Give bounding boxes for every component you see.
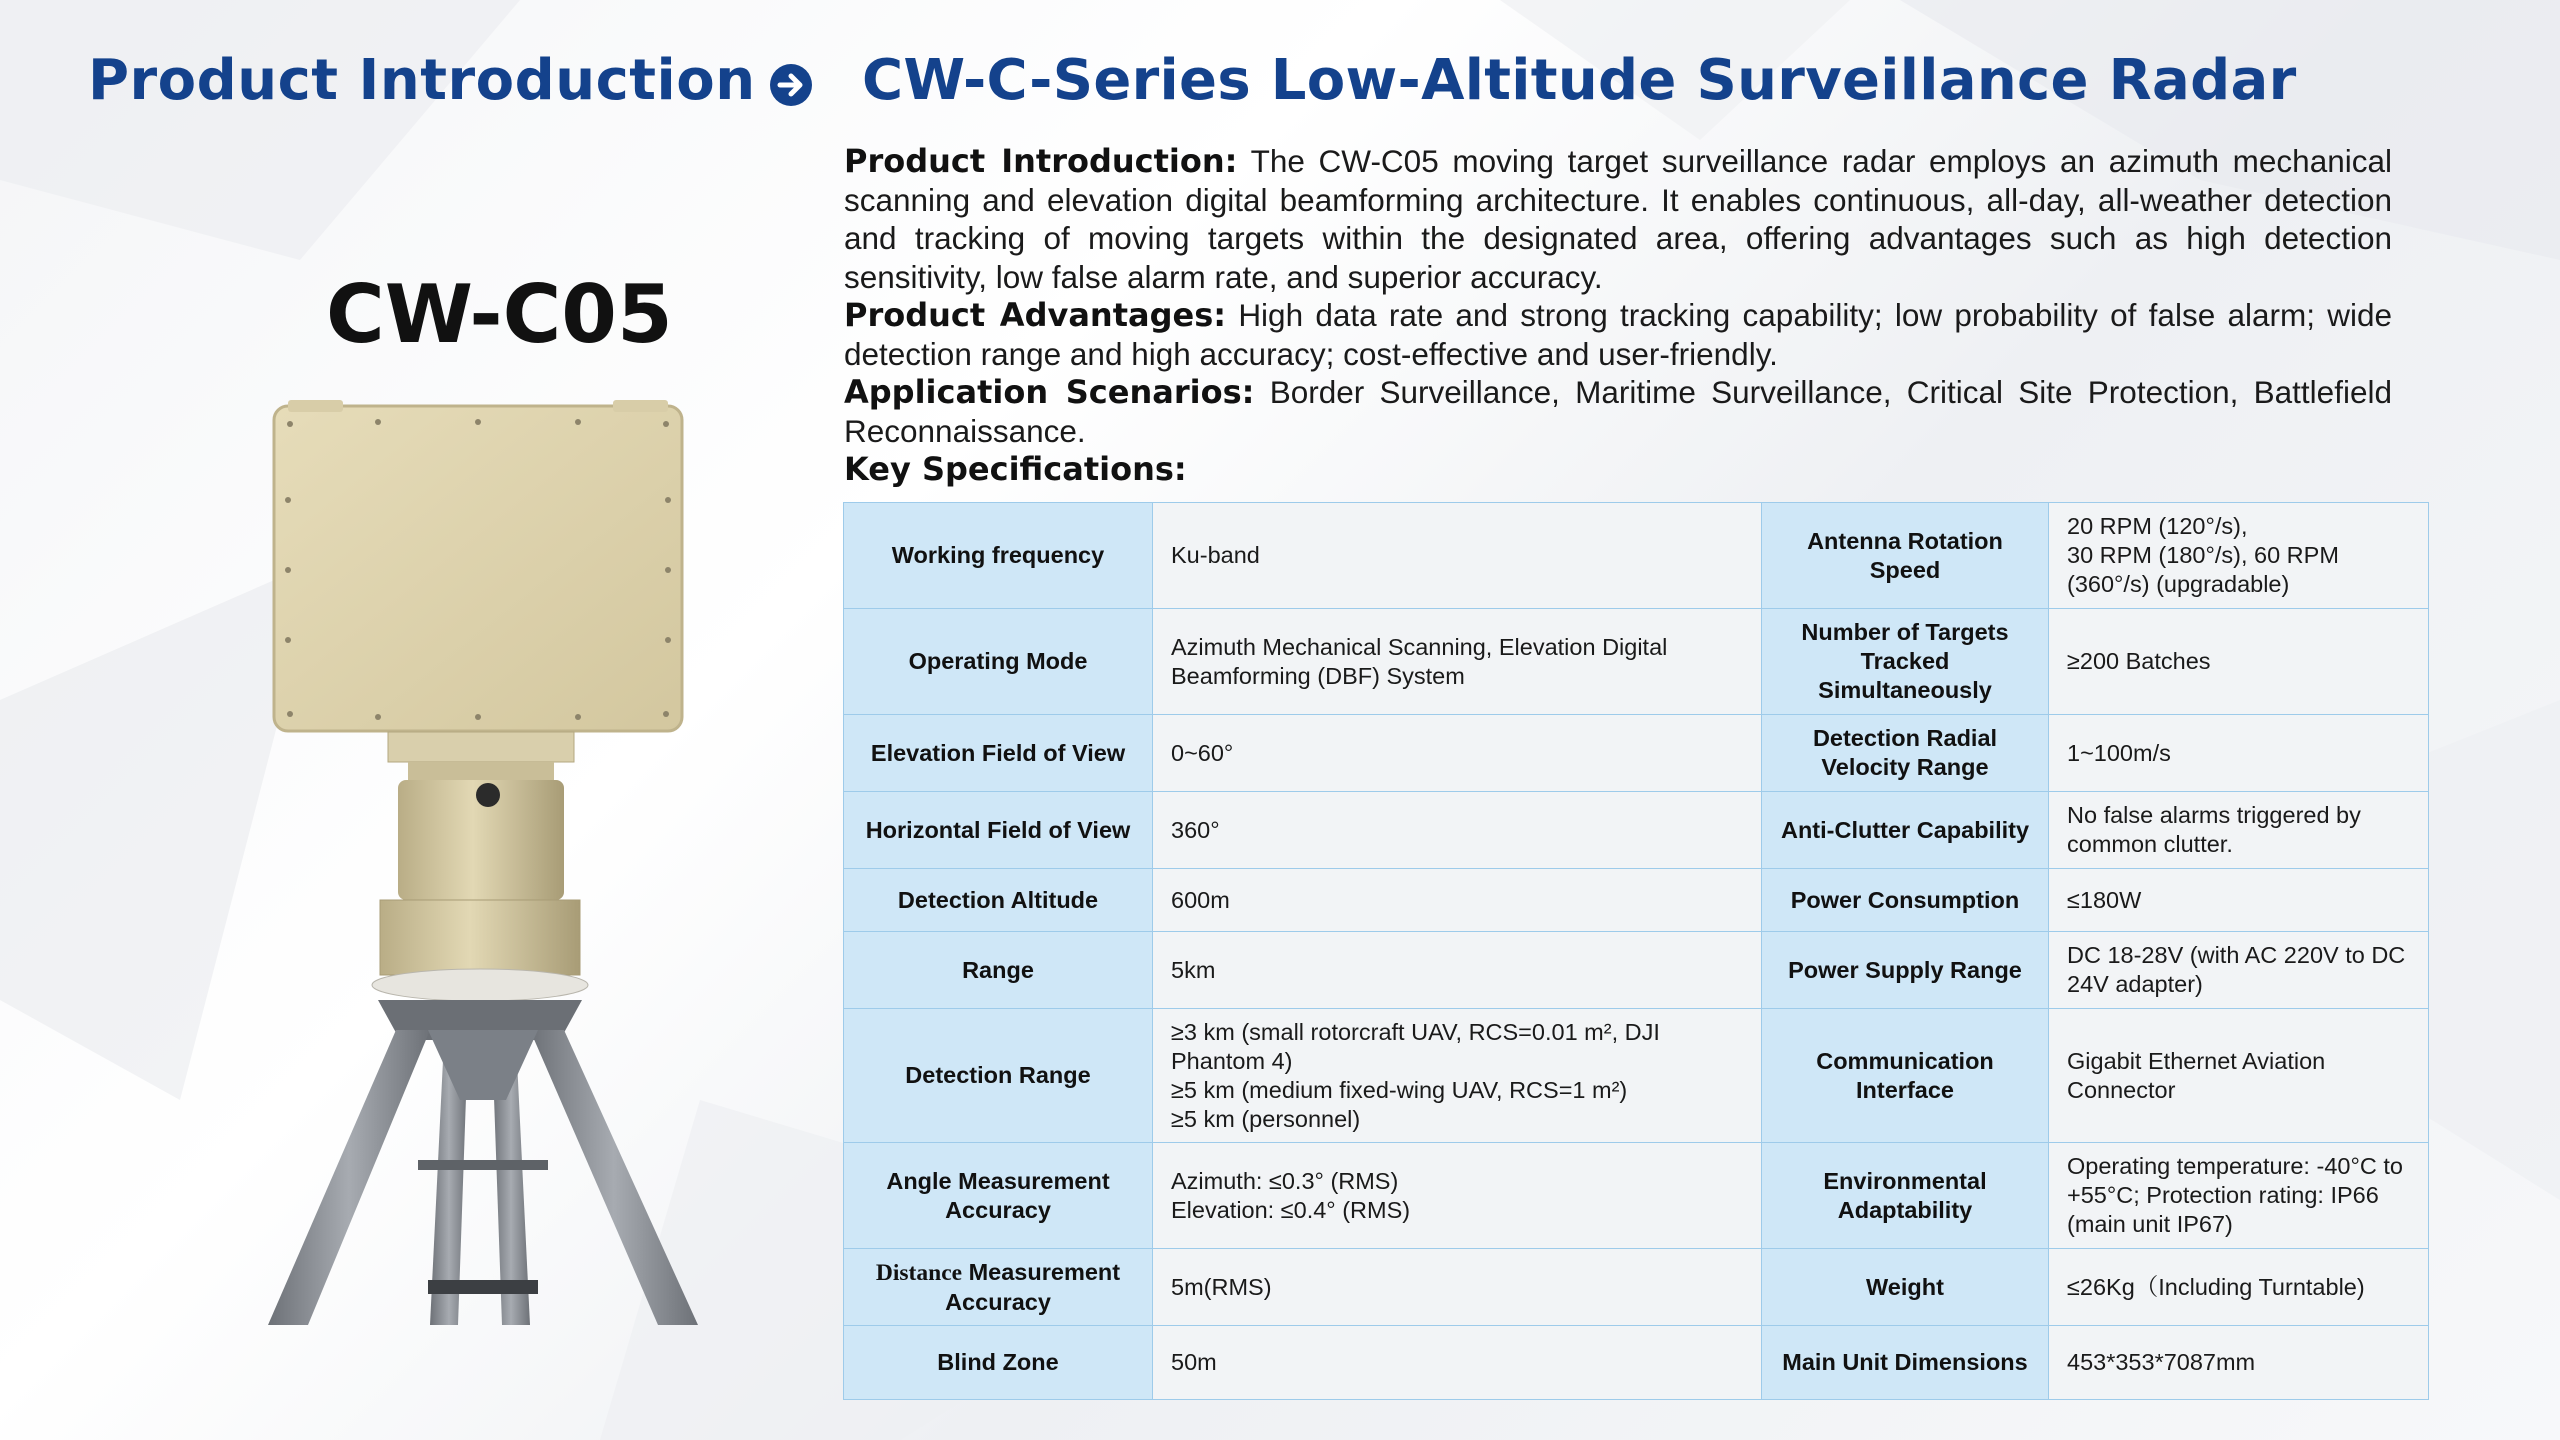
- spec-value: 1~100m/s: [2049, 715, 2429, 792]
- spec-key: Range: [844, 932, 1153, 1009]
- spec-key: Power Consumption: [1762, 869, 2049, 932]
- radar-product-image: [268, 400, 698, 1325]
- spec-key-distance: Distance: [875, 1259, 963, 1286]
- arrow-circle-right-icon: [768, 62, 814, 108]
- introduction-label: Product Introduction:: [844, 142, 1238, 180]
- spec-value: 20 RPM (120°/s), 30 RPM (180°/s), 60 RPM (360°/s) (upgradable): [2049, 503, 2429, 609]
- spec-key: Operating Mode: [844, 609, 1153, 715]
- spec-value: ≥3 km (small rotorcraft UAV, RCS=0.01 m², DJI Phantom 4) ≥5 km (medium fixed-wing UAV, RCS=1 m²) ≥5 km (personnel): [1153, 1009, 1762, 1143]
- spec-key: Working frequency: [844, 503, 1153, 609]
- spec-value: Gigabit Ethernet Aviation Connector: [2049, 1009, 2429, 1143]
- specs-heading-paragraph: [844, 450, 2392, 489]
- spec-value: 5m(RMS): [1153, 1249, 1762, 1326]
- spec-key: Anti-Clutter Capability: [1762, 792, 2049, 869]
- specifications-table: [843, 502, 2429, 1400]
- advantages-label: Product Advantages:: [844, 296, 1227, 334]
- spec-value: DC 18-28V (with AC 220V to DC 24V adapter): [2049, 932, 2429, 1009]
- scenarios-text: Border Surveillance, Maritime Surveillance, Critical Site Protection, Battlefield Reconnaissance.: [844, 374, 2392, 449]
- spec-value: 600m: [1153, 869, 1762, 932]
- spec-key: Environmental Adaptability: [1762, 1143, 2049, 1249]
- spec-value: 50m: [1153, 1326, 1762, 1400]
- spec-key: Number of Targets Tracked Simultaneously: [1762, 609, 2049, 715]
- spec-value: Azimuth: ≤0.3° (RMS) Elevation: ≤0.4° (RMS): [1153, 1143, 1762, 1249]
- spec-key: [844, 1249, 1153, 1326]
- spec-key: Communication Interface: [1762, 1009, 2049, 1143]
- spec-key: Angle Measurement Accuracy: [844, 1143, 1153, 1249]
- table-row: [844, 1143, 2429, 1249]
- advantages-text: High data rate and strong tracking capability; low probability of false alarm; wide detection range and high accuracy; cost-effective and user-friendly.: [844, 297, 2392, 372]
- spec-value: ≥200 Batches: [2049, 609, 2429, 715]
- table-row: [844, 715, 2429, 792]
- table-row: [844, 932, 2429, 1009]
- spec-value: 5km: [1153, 932, 1762, 1009]
- section-title: Product Introduction: [88, 48, 756, 113]
- table-row: [844, 792, 2429, 869]
- spec-value: 0~60°: [1153, 715, 1762, 792]
- spec-key: Antenna Rotation Speed: [1762, 503, 2049, 609]
- table-row: [844, 1326, 2429, 1400]
- spec-value: No false alarms triggered by common clutter.: [2049, 792, 2429, 869]
- spec-key: Detection Altitude: [844, 869, 1153, 932]
- introduction-text: The CW-C05 moving target surveillance radar employs an azimuth mechanical scanning and elevation digital beamforming architecture. It enables continuous, all-day, all-weather detection and tracking of moving targets within the designated area, offering advantages such as high detection sensitivity, low false alarm rate, and superior accuracy.: [844, 143, 2392, 295]
- advantages-paragraph: [844, 296, 2392, 373]
- spec-key: Main Unit Dimensions: [1762, 1326, 2049, 1400]
- spec-value: Azimuth Mechanical Scanning, Elevation Digital Beamforming (DBF) System: [1153, 609, 1762, 715]
- spec-key: Weight: [1762, 1249, 2049, 1326]
- spec-value: 453*353*7087mm: [2049, 1326, 2429, 1400]
- spec-key: Elevation Field of View: [844, 715, 1153, 792]
- table-row: [844, 869, 2429, 932]
- spec-value: Operating temperature: -40°C to +55°C; Protection rating: IP66 (main unit IP67): [2049, 1143, 2429, 1249]
- spec-key: Blind Zone: [844, 1326, 1153, 1400]
- spec-key-rest: Measurement Accuracy: [945, 1258, 1121, 1315]
- scenarios-paragraph: [844, 373, 2392, 450]
- spec-key: Power Supply Range: [1762, 932, 2049, 1009]
- product-model: CW-C05: [326, 268, 673, 361]
- table-row: [844, 503, 2429, 609]
- scenarios-label: Application Scenarios:: [844, 373, 1255, 411]
- page-title: CW-C-Series Low-Altitude Surveillance Radar: [862, 48, 2297, 113]
- spec-key: Detection Radial Velocity Range: [1762, 715, 2049, 792]
- introduction-paragraph: [844, 142, 2392, 296]
- spec-value: ≤26Kg（Including Turntable): [2049, 1249, 2429, 1326]
- spec-key: Horizontal Field of View: [844, 792, 1153, 869]
- spec-value: 360°: [1153, 792, 1762, 869]
- spec-value: Ku-band: [1153, 503, 1762, 609]
- specs-heading: Key Specifications:: [844, 450, 1187, 488]
- spec-value: ≤180W: [2049, 869, 2429, 932]
- table-row: [844, 609, 2429, 715]
- table-row: [844, 1009, 2429, 1143]
- intro-text-block: [844, 142, 2392, 489]
- spec-key: Detection Range: [844, 1009, 1153, 1143]
- table-row: [844, 1249, 2429, 1326]
